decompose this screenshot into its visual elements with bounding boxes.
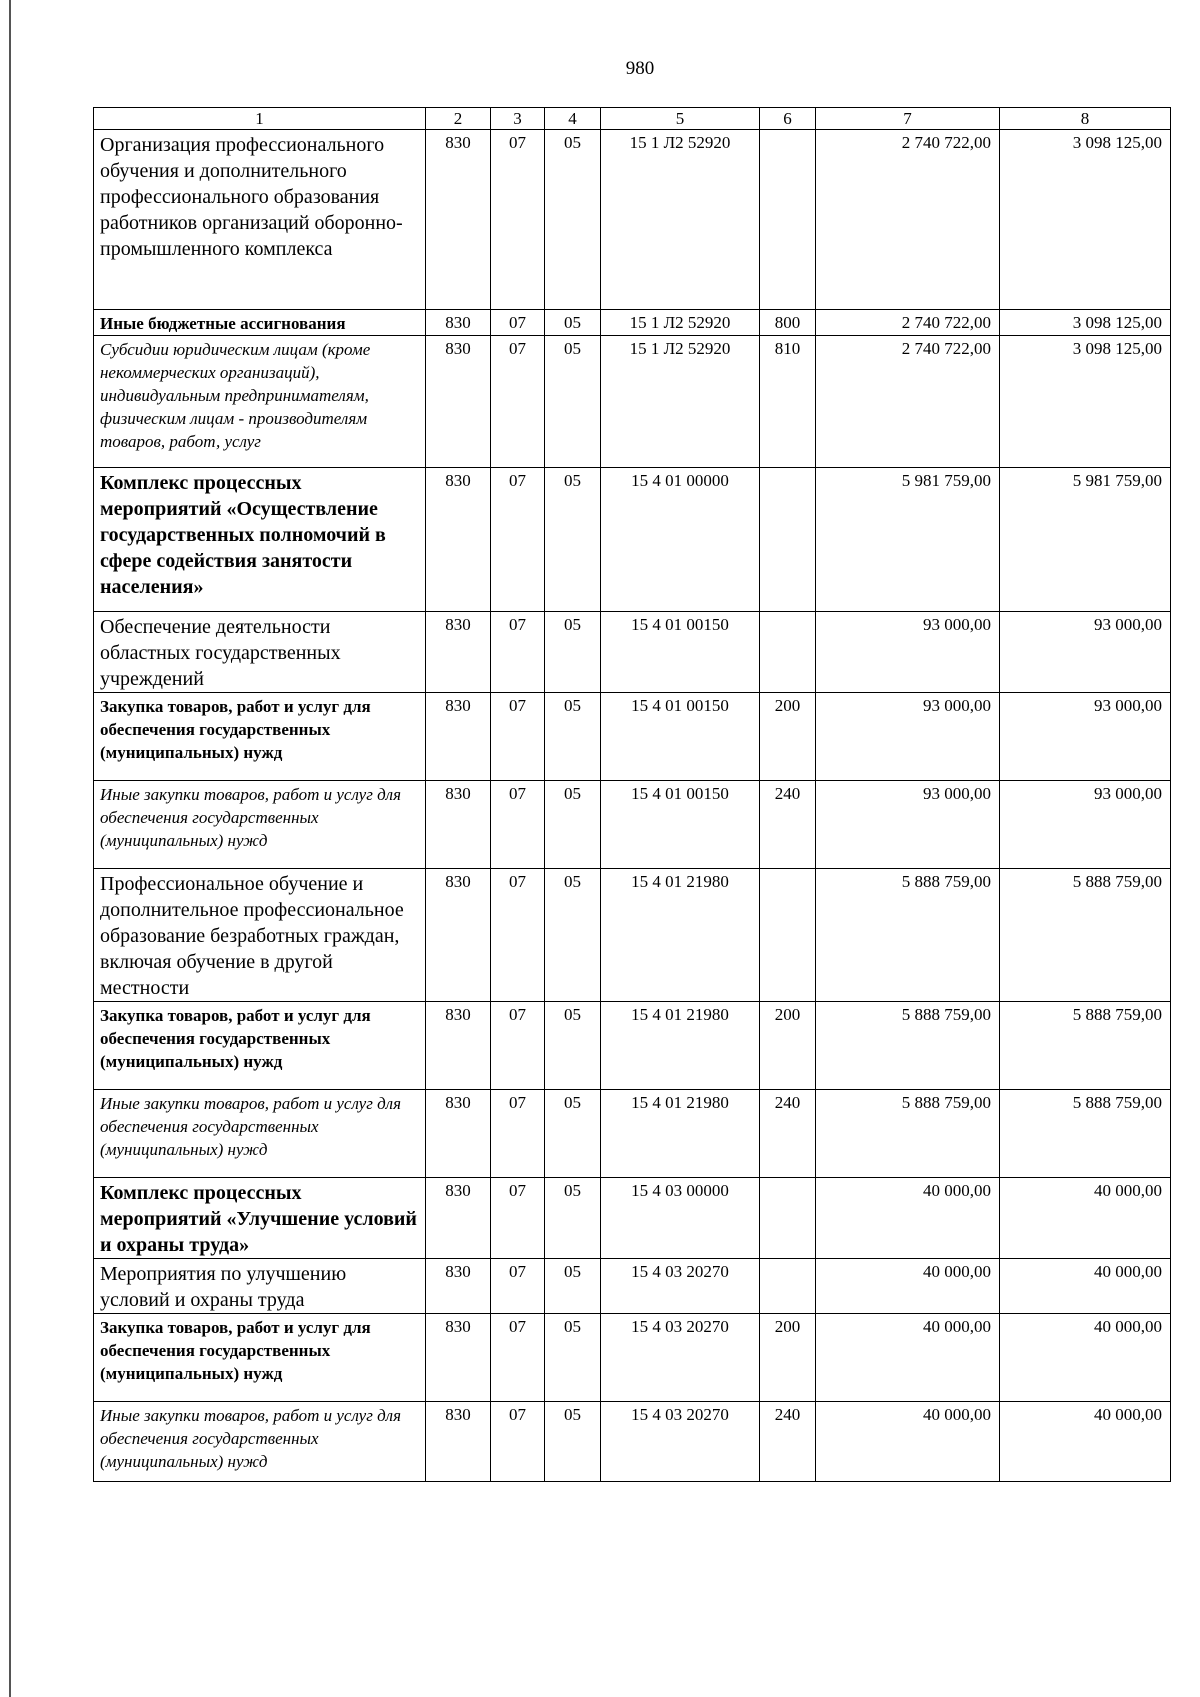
row-expense-type [760,468,816,612]
scan-edge-line [9,0,11,1697]
table-row [94,1090,1171,1178]
row-subsection-code: 05 [545,130,601,310]
row-expense-type: 240 [760,1402,816,1482]
row-subsection-code: 05 [545,869,601,1002]
row-grbs-code: 830 [426,1178,491,1259]
row-name: Закупка товаров, работ и услуг для обеспечения государственных (муниципальных) нужд [94,693,426,781]
row-section-code: 07 [491,781,545,869]
row-amount-2: 40 000,00 [1000,1314,1171,1402]
row-subsection-code: 05 [545,1314,601,1402]
row-subsection-code: 05 [545,781,601,869]
row-grbs-code: 830 [426,310,491,336]
row-subsection-code: 05 [545,310,601,336]
row-subsection-code: 05 [545,1402,601,1482]
row-subsection-code: 05 [545,612,601,693]
header-cell: 1 [94,108,426,130]
row-section-code: 07 [491,130,545,310]
row-subsection-code: 05 [545,1002,601,1090]
row-amount-1: 40 000,00 [816,1178,1000,1259]
row-amount-2: 3 098 125,00 [1000,130,1171,310]
row-amount-1: 40 000,00 [816,1402,1000,1482]
row-grbs-code: 830 [426,781,491,869]
row-grbs-code: 830 [426,1259,491,1314]
header-cell: 8 [1000,108,1171,130]
table-row [94,693,1171,781]
row-subsection-code: 05 [545,1090,601,1178]
row-grbs-code: 830 [426,869,491,1002]
row-amount-1: 5 888 759,00 [816,1002,1000,1090]
row-amount-2: 93 000,00 [1000,781,1171,869]
row-name: Мероприятия по улучшению условий и охраны труда [94,1259,426,1314]
row-section-code: 07 [491,1314,545,1402]
row-section-code: 07 [491,1402,545,1482]
budget-table [93,107,1171,1482]
row-section-code: 07 [491,310,545,336]
row-name: Комплекс процессных мероприятий «Улучшение условий и охраны труда» [94,1178,426,1259]
row-name: Иные закупки товаров, работ и услуг для обеспечения государственных (муниципальных) нужд [94,1402,426,1482]
row-subsection-code: 05 [545,468,601,612]
row-amount-1: 5 888 759,00 [816,1090,1000,1178]
row-grbs-code: 830 [426,612,491,693]
row-amount-1: 93 000,00 [816,781,1000,869]
table-row [94,1178,1171,1259]
row-section-code: 07 [491,612,545,693]
row-section-code: 07 [491,1090,545,1178]
header-cell: 6 [760,108,816,130]
table-row [94,1314,1171,1402]
row-amount-2: 93 000,00 [1000,612,1171,693]
table-row [94,1002,1171,1090]
table-row [94,310,1171,336]
row-grbs-code: 830 [426,693,491,781]
row-name: Иные закупки товаров, работ и услуг для обеспечения государственных (муниципальных) нужд [94,1090,426,1178]
row-amount-1: 5 888 759,00 [816,869,1000,1002]
row-section-code: 07 [491,1259,545,1314]
row-amount-2: 5 888 759,00 [1000,1002,1171,1090]
row-name: Закупка товаров, работ и услуг для обеспечения государственных (муниципальных) нужд [94,1002,426,1090]
row-name: Обеспечение деятельности областных государственных учреждений [94,612,426,693]
row-amount-2: 5 888 759,00 [1000,1090,1171,1178]
row-amount-1: 5 981 759,00 [816,468,1000,612]
row-target-article: 15 4 01 21980 [601,869,760,1002]
row-target-article: 15 4 01 21980 [601,1002,760,1090]
row-name: Организация профессионального обучения и дополнительного профессионального образования работников организаций оборонно-промышленного комплекса [94,130,426,310]
header-cell: 4 [545,108,601,130]
row-expense-type: 200 [760,1314,816,1402]
row-target-article: 15 1 Л2 52920 [601,130,760,310]
row-expense-type: 810 [760,336,816,468]
row-section-code: 07 [491,1178,545,1259]
row-name: Закупка товаров, работ и услуг для обеспечения государственных (муниципальных) нужд [94,1314,426,1402]
row-grbs-code: 830 [426,468,491,612]
row-amount-2: 3 098 125,00 [1000,310,1171,336]
row-expense-type [760,130,816,310]
row-target-article: 15 1 Л2 52920 [601,336,760,468]
row-name: Комплекс процессных мероприятий «Осуществление государственных полномочий в сфере содействия занятости населения» [94,468,426,612]
row-expense-type [760,1259,816,1314]
row-amount-2: 40 000,00 [1000,1178,1171,1259]
table-row [94,130,1171,310]
row-amount-2: 40 000,00 [1000,1259,1171,1314]
row-amount-2: 93 000,00 [1000,693,1171,781]
row-target-article: 15 4 03 20270 [601,1314,760,1402]
page-number: 980 [625,58,655,79]
row-amount-2: 5 981 759,00 [1000,468,1171,612]
row-target-article: 15 4 03 20270 [601,1402,760,1482]
header-cell: 2 [426,108,491,130]
row-target-article: 15 4 03 20270 [601,1259,760,1314]
row-target-article: 15 4 01 21980 [601,1090,760,1178]
row-section-code: 07 [491,468,545,612]
row-section-code: 07 [491,1002,545,1090]
row-grbs-code: 830 [426,130,491,310]
row-amount-1: 2 740 722,00 [816,336,1000,468]
row-target-article: 15 4 01 00150 [601,612,760,693]
row-subsection-code: 05 [545,1259,601,1314]
row-section-code: 07 [491,693,545,781]
row-expense-type [760,1178,816,1259]
row-amount-1: 93 000,00 [816,693,1000,781]
header-row [94,108,1171,130]
row-subsection-code: 05 [545,336,601,468]
table-row [94,468,1171,612]
row-grbs-code: 830 [426,336,491,468]
row-expense-type: 200 [760,1002,816,1090]
table-row [94,1259,1171,1314]
header-cell: 5 [601,108,760,130]
row-subsection-code: 05 [545,693,601,781]
row-section-code: 07 [491,869,545,1002]
row-subsection-code: 05 [545,1178,601,1259]
row-amount-1: 2 740 722,00 [816,310,1000,336]
row-expense-type: 240 [760,781,816,869]
row-expense-type: 240 [760,1090,816,1178]
row-grbs-code: 830 [426,1002,491,1090]
row-name: Иные закупки товаров, работ и услуг для обеспечения государственных (муниципальных) нужд [94,781,426,869]
row-target-article: 15 4 01 00000 [601,468,760,612]
table-row [94,1402,1171,1482]
row-grbs-code: 830 [426,1314,491,1402]
row-section-code: 07 [491,336,545,468]
row-grbs-code: 830 [426,1402,491,1482]
row-amount-2: 5 888 759,00 [1000,869,1171,1002]
row-target-article: 15 4 03 00000 [601,1178,760,1259]
row-amount-2: 3 098 125,00 [1000,336,1171,468]
row-amount-1: 93 000,00 [816,612,1000,693]
row-target-article: 15 4 01 00150 [601,781,760,869]
header-cell: 3 [491,108,545,130]
table-row [94,781,1171,869]
row-grbs-code: 830 [426,1090,491,1178]
row-name: Иные бюджетные ассигнования [94,310,426,336]
row-expense-type [760,869,816,1002]
row-amount-1: 40 000,00 [816,1314,1000,1402]
header-cell: 7 [816,108,1000,130]
row-target-article: 15 4 01 00150 [601,693,760,781]
row-name: Профессиональное обучение и дополнительное профессиональное образование безработных граждан, включая обучение в другой местности [94,869,426,1002]
row-expense-type [760,612,816,693]
row-name: Субсидии юридическим лицам (кроме некоммерческих организаций), индивидуальным предпринимателям, физическим лицам - производителям товаров, работ, услуг [94,336,426,468]
row-target-article: 15 1 Л2 52920 [601,310,760,336]
table-row [94,869,1171,1002]
row-amount-1: 2 740 722,00 [816,130,1000,310]
row-amount-2: 40 000,00 [1000,1402,1171,1482]
row-expense-type: 800 [760,310,816,336]
row-amount-1: 40 000,00 [816,1259,1000,1314]
table-row [94,612,1171,693]
row-expense-type: 200 [760,693,816,781]
table-row [94,336,1171,468]
